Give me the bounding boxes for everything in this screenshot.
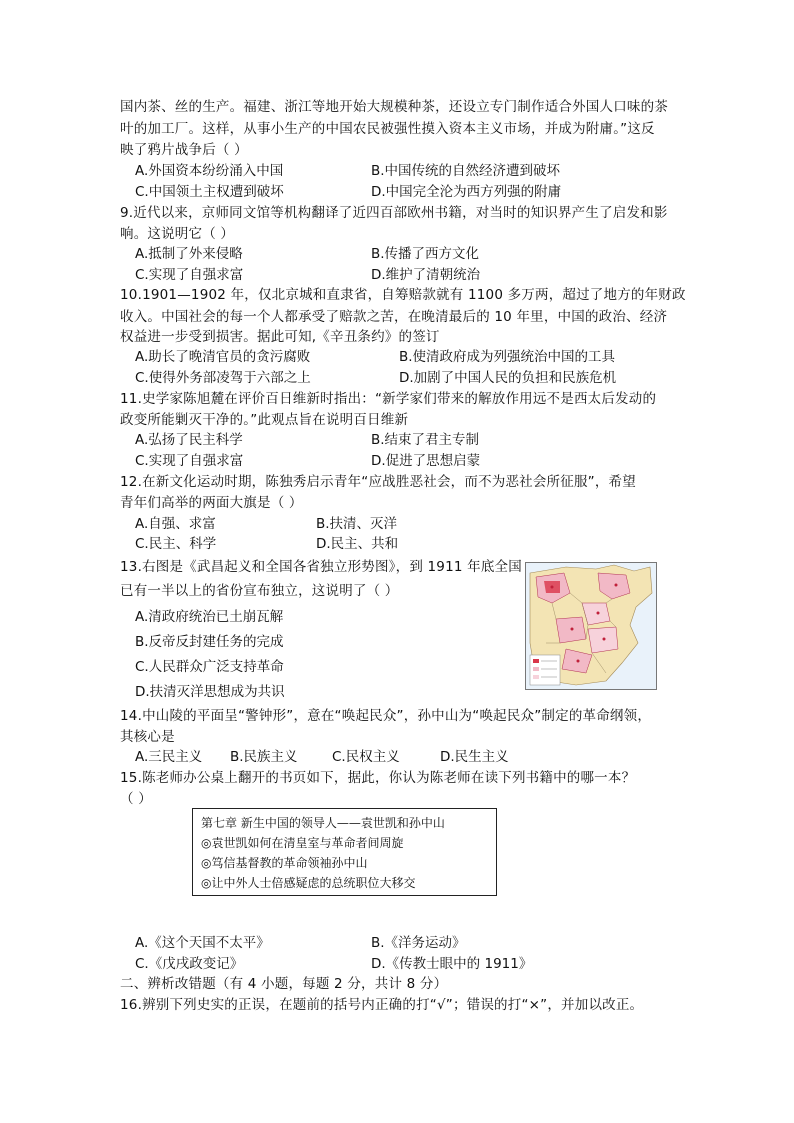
question-11-text: 政变所能剿灭干净的。”此观点旨在说明百日维新 — [120, 412, 409, 428]
question-10-text: 10.1901—1902 年，仅北京城和直隶省，自筹赔款就有 1100 多万两，超过了地方的年财政 — [120, 287, 686, 303]
question-13-text: 13.右图是《武昌起义和全国各省独立形势图》，到 1911 年底全国 — [120, 559, 522, 575]
question-16-text: 16.辨别下列史实的正误，在题前的括号内正确的打“√”；错误的打“×”，并加以改正。 — [120, 997, 644, 1013]
option-c: C.使得外务部凌驾于六部之上 — [135, 370, 311, 386]
option-c: C.《戊戌政变记》 — [135, 956, 244, 972]
option-d: D.《传教士眼中的 1911》 — [371, 956, 533, 972]
option-b: B.扶清、灭洋 — [316, 516, 398, 532]
option-a: A.抵制了外来侵略 — [135, 246, 243, 262]
option-a: A.三民主义 — [135, 749, 203, 765]
question-9-text: 响。这说明它（ ） — [120, 226, 235, 242]
option-d: D.维护了清朝统治 — [371, 267, 481, 283]
book-section: ◎笃信基督教的革命领袖孙中山 — [201, 856, 368, 870]
wuchang-uprising-map — [525, 562, 657, 690]
question-15-text: 15.陈老师办公桌上翻开的书页如下，据此，你认为陈老师在读下列书籍中的哪一本？ — [120, 770, 636, 786]
map-image — [526, 563, 656, 689]
option-b: B.使清政府成为列强统治中国的工具 — [399, 349, 616, 365]
option-a: A.弘扬了民主科学 — [135, 432, 243, 448]
option-d: D.中国完全沦为西方列强的附庸 — [371, 184, 562, 200]
book-page-box — [192, 808, 497, 896]
option-b: B.中国传统的自然经济遭到破坏 — [371, 163, 561, 179]
book-section: ◎袁世凯如何在清皇室与革命者间周旋 — [201, 836, 404, 850]
option-b: B.结束了君主专制 — [371, 432, 480, 448]
question-9-text: 9.近代以来，京师同文馆等机构翻译了近四百部欧州书籍，对当时的知识界产生了启发和影 — [120, 205, 668, 221]
question-14-text: 其核心是 — [120, 729, 175, 745]
option-c: C.人民群众广泛支持革命 — [135, 659, 284, 675]
option-d: D.加剧了中国人民的负担和民族危机 — [399, 370, 617, 386]
option-d: D.民主、共和 — [316, 536, 399, 552]
option-b: B.《洋务运动》 — [371, 935, 466, 951]
option-b: B.民族主义 — [230, 749, 298, 765]
option-c: C.民主、科学 — [135, 536, 217, 552]
option-a: A.自强、求富 — [135, 516, 216, 532]
question-15-text: （ ） — [120, 791, 152, 807]
option-d: D.扶清灭洋思想成为共识 — [135, 684, 285, 700]
question-12-text: 青年们高举的两面大旗是（ ） — [120, 495, 303, 511]
question-11-text: 11.史学家陈旭麓在评价百日维新时指出：“新学家们带来的解放作用远不是西太后发动的 — [120, 391, 657, 407]
option-a: A.清政府统治已土崩瓦解 — [135, 609, 284, 625]
option-c: C.实现了自强求富 — [135, 267, 244, 283]
question-14-text: 14.中山陵的平面呈“警钟形”，意在“唤起民众”，孙中山为“唤起民众”制定的革命纲领， — [120, 708, 652, 724]
section-heading: 二、辨析改错题（有 4 小题，每题 2 分，共计 8 分） — [120, 976, 448, 992]
option-c: C.民权主义 — [332, 749, 400, 765]
option-c: C.中国领土主权遭到破坏 — [135, 184, 284, 200]
question-text: 叶的加工厂。这样，从事小生产的中国农民被强性摸入资本主义市场，并成为附庸。”这反 — [120, 121, 655, 137]
question-text: 国内茶、丝的生产。福建、浙江等地开始大规模种茶，还设立专门制作适合外国人口味的茶 — [120, 99, 668, 115]
option-a: A.助长了晚清官员的贪污腐败 — [135, 349, 311, 365]
question-10-text: 权益进一步受到损害。据此可知,《辛丑条约》的签订 — [120, 329, 440, 345]
option-a: A.《这个天国不太平》 — [135, 935, 270, 951]
option-d: D.促进了思想启蒙 — [371, 453, 481, 469]
option-c: C.实现了自强求富 — [135, 453, 244, 469]
question-12-text: 12.在新文化运动时期，陈独秀启示青年“应战胜恶社会，而不为恶社会所征服”，希望 — [120, 474, 636, 490]
option-b: B.传播了西方文化 — [371, 246, 480, 262]
book-chapter-title: 第七章 新生中国的领导人——袁世凯和孙中山 — [201, 816, 445, 830]
question-text: 映了鸦片战争后（ ） — [120, 142, 248, 158]
option-b: B.反帝反封建任务的完成 — [135, 634, 284, 650]
question-13-text: 已有一半以上的省份宣布独立，这说明了（ ） — [120, 583, 399, 599]
book-section: ◎让中外人士倍感疑虑的总统职位大移交 — [201, 876, 416, 890]
question-10-text: 收入。中国社会的每一个人都承受了赔款之苦，在晚清最后的 10 年里，中国的政治、经济 — [120, 309, 668, 325]
option-d: D.民生主义 — [440, 749, 509, 765]
option-a: A.外国资本纷纷涌入中国 — [135, 163, 284, 179]
